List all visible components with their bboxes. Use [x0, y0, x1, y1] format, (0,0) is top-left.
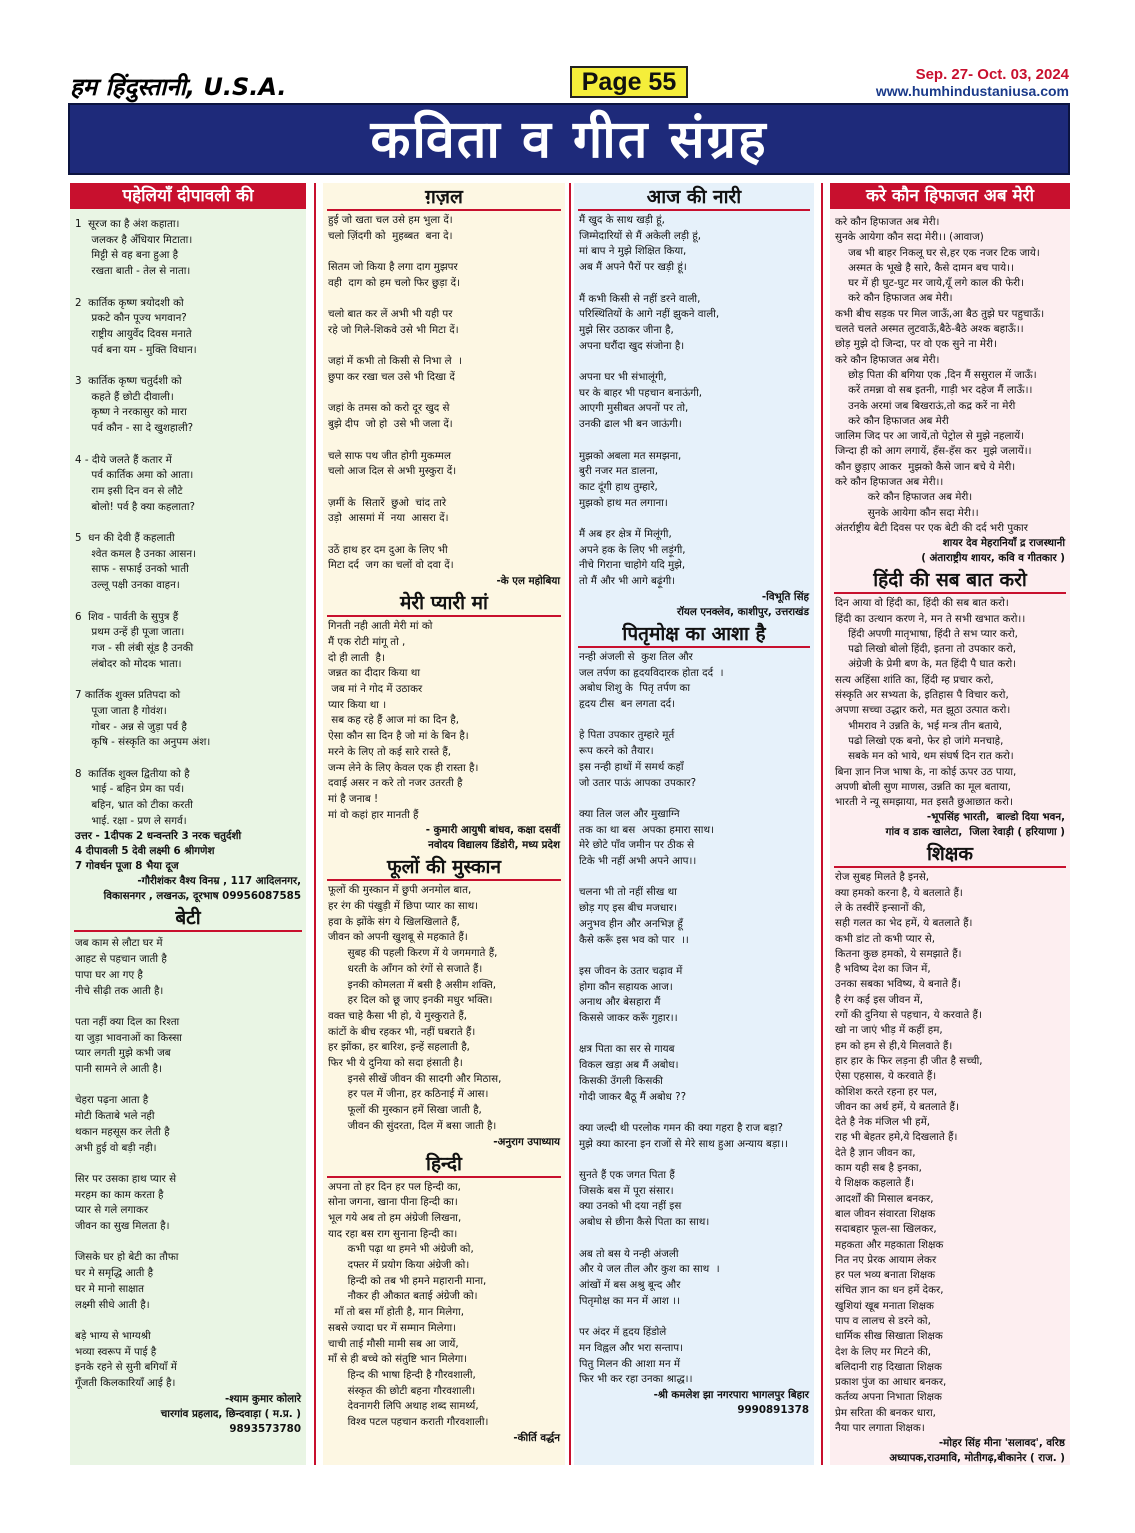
poem-body-meri-pyari-maa: गिनती नही आती मेरी मां को मैं एक रोटी मांगू तो , दो ही लाती है। जन्नत का दीदार किया था जब मां ने गोद में उठाकर प्यार किया था । सब कह रहे हैं आज मां का दिन है, ऐसा कौन सा दिन है जो मां के बिन है। मरने के लिए तो कई सारे रास्ते हैं, जन्म लेने के लिए केवल एक ही रास्ता है। दवाई असर न करे तो नजर उतरती है मां है जनाब ! मां वो कहां हार मानती हैं — [328, 620, 479, 821]
banner-title: कविता व गीत संग्रह — [370, 110, 768, 170]
section-title-phoolon-ki-muskan: फूलों की मुस्कान — [327, 855, 561, 881]
poem-body-riddles: 1 सूरज का है अंश कहाता। जलकर है अँधियार मिटाता। मिट्टी से वह बना हुआ है रखता बाती - तेल से नाता। 2 कार्तिक कृष्ण त्रयोदशी को प्रकटे कौन पूज्य भगवान? राष्ट्रीय आयुर्वेद दिवस मनाते पर्व बना यम - मुक्ति विधान। 3 कार्तिक कृष्ण चतुर्दशी को कहते हैं छोटी दीवाली। कृष्ण ने नरकासुर को मारा पर्व कौन - सा दे खुशहाली? 4 - दीये जलते हैं कतार में पर्व कार्तिक अमा को आता। राम इसी दिन वन से लौटे बोलो! पर्व है क्या कहलाता? 5 धन की देवी हैं कहलाती श्वेत कमल है उनका आसन। साफ - सफाई उनको भाती उल्लू पक्षी उनका वाहन। 6 शिव - पार्वती के सुपुत्र हैं प्रथम उन्हें ही पूजा जाता। गज - सी लंबी सूंड है उनकी लंबोदर को मोदक भाता। 7 कार्तिक शुक्ल प्रतिपदा को पूजा जाता है गोवंश। गोबर - अन्न से जुड़ा पर्व है कृषि - संस्कृति का अनुपम अंश। 8 कार्तिक शुक्ल द्वितीया को है भाई - बहिन प्रेम का पर्व। बहिन, भ्रात को टीका करती भाई. रक्षा - प्रण ले सगर्व। — [75, 218, 211, 827]
column-3 — [574, 183, 814, 1465]
riddle-answers: उत्तर - 1दीपक 2 धन्वन्तरि 3 नरक चतुर्दशी 4 दीपावली 5 देवी लक्ष्मी 6 श्रीगणेश 7 गोवर्धन पूजा 8 भैया दूज — [75, 830, 242, 873]
masthead: हम हिंदुस्तानी, U.S.A. — [70, 73, 287, 101]
section-title-meri-pyari-maa: मेरी प्यारी मां — [327, 591, 561, 617]
section-title-aaj-ki-nari: आज की नारी — [578, 185, 810, 211]
issue-date: Sep. 27- Oct. 03, 2024 — [915, 66, 1069, 83]
author-credit-hindi-ki-baat: -भूपसिंह भारती, बाल्डो दिया भवन, गांव व डाक खालेटा, जिला रेवाड़ी ( हरियाणा ) — [885, 811, 1065, 839]
column-4 — [830, 183, 1070, 1465]
section-title-pitrmoksh: पितृमोक्ष का आशा है — [578, 622, 810, 648]
poem-body-hindi: अपना तो हर दिन हर पल हिन्दी का, सोना जगना, खाना पीना हिन्दी का। भूल गये अब तो हम अंग्रेजी लिखना, याद रहा बस राग सुनाना हिन्दी का। कभी पढ़ा था हमने भी अंग्रेजी को, दफ्तर में प्रयोग किया अंग्रेजी को। हिन्दी को तब भी हमने महारानी माना, नौकर ही औकात बताई अंग्रेजी को। माँ तो बस माँ होती है, मान मिलेगा, सबसे ज्यादा घर में सम्मान मिलेगा। चाची ताई मौसी मामी सब आ जायें, माँ से ही बच्चे को संतुष्टि भान मिलेगा। हिन्द की भाषा हिन्दी है गौरवशाली, संस्कृत की छोटी बहना गौरवशाली। देवनागरी लिपि अथाह शब्द सामर्थ्य, विश्व पटल पहचान कराती गौरवशाली। — [328, 1180, 489, 1429]
section-title-shikshak: शिक्षक — [834, 842, 1066, 868]
column-2 — [323, 183, 565, 1465]
author-credit-pitrmoksh: -श्री कमलेश झा नगरपारा भागलपुर बिहार 9990891378 — [653, 1388, 809, 1416]
poem-body-phoolon-ki-muskan: फूलों की मुस्कान में छुपी अनमोल बात, हर रंग की पंखुड़ी में छिपा प्यार का साथ। हवा के झोंके संग ये खिलखिलाते हैं, जीवन को अपनी खुशबू से महकाते हैं। सुबह की पहली किरण में ये जगमगाते हैं, धरती के आँगन को रंगों से सजाते हैं। इनकी कोमलता में बसी है असीम शक्ति, हर दिल को छू जाए इनकी मधुर भक्ति। वक्त चाहे कैसा भी हो, ये मुस्कुराते हैं, कांटों के बीच रहकर भी, नहीं घबराते हैं। हर झोंका, हर बारिश, इन्हें सहलाती है, फिर भी ये दुनिया को सदा हंसाती है। इनसे सीखें जीवन की सादगी और मिठास, हर पल में जीना, हर कठिनाई में आस। फूलों की मुस्कान हमें सिखा जाती है, जीवन की सुंदरता, दिल में बसा जाती है। — [328, 884, 502, 1132]
poem-body-pitrmoksh: नन्ही अंजली से कुश तिल और जल तर्पण का हृदयविदारक होता दर्द । अबोध शिशु के पितृ तर्पण का हृदय टीस बन लगता दर्द। हे पिता उपकार तुम्हारे मूर्त रूप करने को तैयार। इस नन्ही हाथों में समर्थ कहाँ जो उतार पाऊं आपका उपकार? क्या तिल जल और मुखाग्नि तक का था बस अपका हमारा साथ। मेरे छोटे पाँव जमीन पर ठीक से टिके भी नहीं अभी अपने आप।। चलना भी तो नहीं सीख था छोड़ गए इस बीच मजधार। अनुभव हीन और अनभिज्ञ हूँ कैसे करूँ इस भव को पार ।। इस जीवन के उतार चढ़ाव में होगा कौन सहायक आज। अनाथ और बेसहारा मैं किससे जाकर करूँ गुहार।। क्षत्र पिता का सर से गायब विकल खड़ा अब मैं अबोध। किसकी उँगली किसकी गोदी जाकर बैठू मैं अबोध ?? क्या जल्दी थी परलोक गमन की क्या गहरा है राज बड़ा? मुझे क्या कारना इन राजों से मेरे साथ हुआ अन्याय बड़ा।। सुनते हैं एक जगत पिता हैं जिसके बस में पूरा संसार। क्या उनको भी दया नहीं इस अबोध से छीना कैसे पिता का साथ। अब तो बस ये नन्ही अंजली और ये जल तील और कुश का साथ । आंखों में बस अश्रु बून्द और पितृमोक्ष का मन में आश ।। पर अंदर में हृदय हिंडोले मन विह्वल और भरा सन्ताप। पितु मिलन की आशा मन में फिर भी कर रहा उनका श्राद्ध।। — [579, 650, 788, 1386]
author-credit-phoolon-ki-muskan: -अनुराग उपाध्याय — [493, 1135, 560, 1148]
section-title-hindi: हिन्दी — [327, 1152, 561, 1178]
author-credit-ghazal: -के एल महोबिया — [496, 575, 560, 588]
author-credit-riddles: -गौरीशंकर वैश्य विनम्र , 117 आदिलनगर, विकासनगर , लखनऊ, दूरभाष 09956087585 — [103, 875, 301, 903]
column-divider — [569, 183, 571, 1465]
column-divider — [821, 183, 823, 1465]
poem-body-beti: जब काम से लौटा घर में आहट से पहचान जाती है पापा घर आ गए है नीचे सीढ़ी तक आती है। पता नहीं क्या दिल का रिश्ता या जुड़ा भावनाओं का किस्सा प्यार लगती मुझे कभी जब पानी सामने ले आती है। चेहरा पढ़ना आता है मोटी किताबे भले नही थकान महसूस कर लेती है अभी हुई वो बड़ी नही। सिर पर उसका हाथ प्यार से मरहम का काम करता है प्यार से गले लगाकर जीवन का सुख मिलता है। जिसके घर हो बेटी का तौफा घर मे समृद्धि आती है घर मे मानो साक्षात लक्ष्मी सीधे आती है। बड़े भाग्य से भाग्यश्री भव्या स्वरूप में पाई है इनके रहने से सुनी बगियाँ में गूँजती किलकारियाँ आई है। — [75, 937, 182, 1390]
poem-body-hifazat: करे कौन हिफाजत अब मेरी। सुनके आयेगा कौन सदा मेरी।। (आवाज) जब भी बाहर निकलू घर से,हर एक नजर टिक जाये। अस्मत के भूखे है सारे, कैसे दामन बच पाये।। घर में ही घुट-घुट मर जाये,यूँ लगे काल की फेरी। करे कौन हिफाजत अब मेरी। कभी बीच सड़क पर मिल जाऊँ,आ बैठ तुझे घर पहुचाऊँ। चलते चलते अस्मत लुटवाऊँ,बैठे-बैठे अश्क बहाऊँ।। छोड़ मुझे दो जिन्दा, पर वो एक सुने ना मेरी। करे कौन हिफाजत अब मेरी। छोड़ पिता की बगिया एक ,दिन मैं ससुराल में जाऊँ। करें तमन्ना वो सब इतनी, गाड़ी भर दहेज मैं लाऊँ।। उनके अरमां जब बिखराऊं,तो कद्र करें ना मेरी करे कौन हिफाजत अब मेरी जालिम जिद पर आ जायें,तो पेट्रोल से मुझे नहलायें। जिन्दा ही को आग लगायें, हँस-हँस कर मुझे जलायें।। कौन छुड़ाए आकर मुझको कैसे जान बचे ये मेरी। करे कौन हिफाजत अब मेरी।। करे कौन हिफाजत अब मेरी। सुनके आयेगा कौन सदा मेरी।। अंतर्राष्ट्रीय बेटी दिवस पर एक बेटी की दर्द भरी पुकार — [835, 216, 1045, 534]
section-title-beti: बेटी — [74, 906, 302, 932]
column-1 — [70, 183, 306, 1465]
author-credit-beti: -श्याम कुमार कोलारे चारगांव प्रहलाद, छिन्दवाड़ा ( म.प्र. ) 9893573780 — [160, 1392, 301, 1435]
page-header — [0, 0, 1135, 100]
section-banner — [68, 103, 1070, 175]
website-link[interactable]: www.humhindustaniusa.com — [875, 83, 1069, 99]
poem-body-ghazal: हुई जो खता चल उसे हम भुला दें। चलो ज़िंदगी को मुहब्बत बना दे। सितम जो किया है लगा दाग मुझपर वही दाग को हम चलो फिर छुड़ा दें। चलो बात कर लें अभी भी यही पर रहे जो गिले-शिकवे उसे भी मिटा दें। जहां में कभी तो किसी से निभा ले । छुपा कर रखा चल उसे भी दिखा दें जहां के तमस को करो दूर खुद से बुझे दीप जो हो उसे भी जला दें। चले साफ पथ जीत होगी मुकम्मल चलो आज दिल से अभी मुस्कुरा दें। ज़मीं के सितारें छुओ चांद तारे उड़ो आसमां में नया आसरा दें। उठें हाथ हर दम दुआ के लिए भी मिटा दर्द जग का चलों वो दवा दें। — [328, 214, 463, 572]
section-title-hindi-ki-baat: हिंदी की सब बात करो — [834, 568, 1066, 594]
author-credit-meri-pyari-maa: - कुमारी आयुषी बांधव, कक्षा दसवीं नवोदय विद्यालय डिंडोरी, मध्य प्रदेश — [425, 824, 560, 852]
author-credit-hindi: -कीर्ति वर्द्धन — [513, 1431, 560, 1444]
author-credit-aaj-ki-nari: -विभूति सिंह रॉयल एनक्लेव, काशीपुर, उत्तराखंड — [676, 590, 809, 618]
poem-body-aaj-ki-nari: मैं खुद के साथ खड़ी हूं, जिम्मेदारियों से मैं अकेली लड़ी हूं, मां बाप ने मुझे शिक्षित किया, अब मैं अपने पैरों पर खड़ी हूं। मैं कभी किसी से नहीं डरने वाली, परिस्थितियों के आगे नहीं झुकने वाली, मुझे सिर उठाकर जीना है, अपना घरौंदा खुद संजोना है। अपना घर भी संभालूंगी, घर के बाहर भी पहचान बनाऊंगी, आएगी मुसीबत अपनों पर तो, उनकी ढाल भी बन जाऊंगी। मुझको अबला मत समझना, बुरी नजर मत डालना, काट दूंगी हाथ तुम्हारे, मुझको हाथ मत लगाना। मैं अब हर क्षेत्र में मिलूंगी, अपने हक के लिए भी लड़ूंगी, नीचे गिराना चाहोगे यदि मुझे, तो मैं और भी आगे बढ़ूंगी। — [579, 214, 720, 588]
poem-body-shikshak: रोज सुबह मिलते है इनसे, क्या हमको करना है, ये बतलाते हैं। ले के तस्वीरें इन्सानों की, सही गलत का भेद हमें, ये बतलाते हैं। कभी डांट तो कभी प्यार से, कितना कुछ हमको, ये समझाते हैं। है भविष्य देश का जिन में, उनका सबका भविष्य, ये बनाते हैं। है रंग कई इस जीवन में, रगों की दुनिया से पहचान, ये करवाते हैं। खो ना जाएं भीड़ में कहीं हम, हम को हम से ही,ये मिलवाते हैं। हार हार के फिर लड़ना ही जीत है सच्ची, ऐसा एहसास, ये करवाते हैं। कोशिश करते रहना हर पल, जीवन का अर्थ हमें, ये बतलाते हैं। देते है नेक मंजिल भी हमें, राह भी बेहतर हमे,ये दिखलाते हैं। देते है ज्ञान जीवन का, काम यही सब है इनका, ये शिक्षक कहलाते हैं। आदर्शों की मिसाल बनकर, बाल जीवन संवारता शिक्षक सदाबहार फूल-सा खिलकर, महकता और महकाता शिक्षक नित नए प्रेरक आयाम लेकर हर पल भव्य बनाता शिक्षक संचित ज्ञान का धन हमें देकर, खुशियां खूब मनाता शिक्षक पाप व लालच से डरने को, धार्मिक सीख सिखाता शिक्षक देश के लिए मर मिटने की, बलिदानी राह दिखाता शिक्षक प्रकाश पुंज का आधार बनकर, कर्तव्य अपना निभाता शिक्षक प्रेम सरिता की बनकर धारा, नैया पार लगाता शिक्षक। — [835, 871, 983, 1435]
column-divider — [314, 183, 316, 1465]
section-title-hifazat: करे कौन हिफाजत अब मेरी — [830, 183, 1070, 209]
author-credit-shikshak: -मोहर सिंह मीना 'सलावद', वरिष्ठ अध्यापक,राउमावि, मोतीगढ़,बीकानेर ( राज. ) — [889, 1437, 1065, 1465]
page-number: Page 55 — [570, 66, 688, 98]
section-title-ghazal: ग़ज़ल — [327, 185, 561, 211]
author-credit-hifazat: शायर देव मेहरानियाँ द्र राजस्थानी ( अंताराष्ट्रीय शायर, कवि व गीतकार ) — [921, 537, 1065, 565]
section-title-riddles: पहेलियाँ दीपावली की — [70, 183, 306, 209]
poem-body-hindi-ki-baat: दिन आया वो हिंदी का, हिंदी की सब बात करो। हिंदी का उत्थान करण ने, मन ते सभी खभात करो।। हिंदी अपणी मातृभाषा, हिंदी ते सभ प्यार करो, पढो लिखो बोलो हिंदी, इतना तो उपकार करो, अंग्रेजी के प्रेमी बण के, मत हिंदी पै घात करो। सत्य अहिंसा शांति का, हिंदी म्ह प्रचार करो, संस्कृति अर सभ्यता के, इतिहास पै विचार करो, अपणा सच्चा उद्धार करो, मत झूठा उत्पात करो। भीमराव ने उन्नति के, भई मन्त्र तीन बताये, पढो लिखो एक बनो, फेर हो जांगे मनचाहे, सबके मन को भाये, थम संघर्ष दिन रात करो। बिना ज्ञान निज भाषा के, ना कोई ऊपर उठ पाया, अपणी बोली सुण माणस, उन्नति का मूल बताया, भारती ने न्यू समझाया, मत इसतै छुआछात करो। — [835, 597, 1026, 809]
